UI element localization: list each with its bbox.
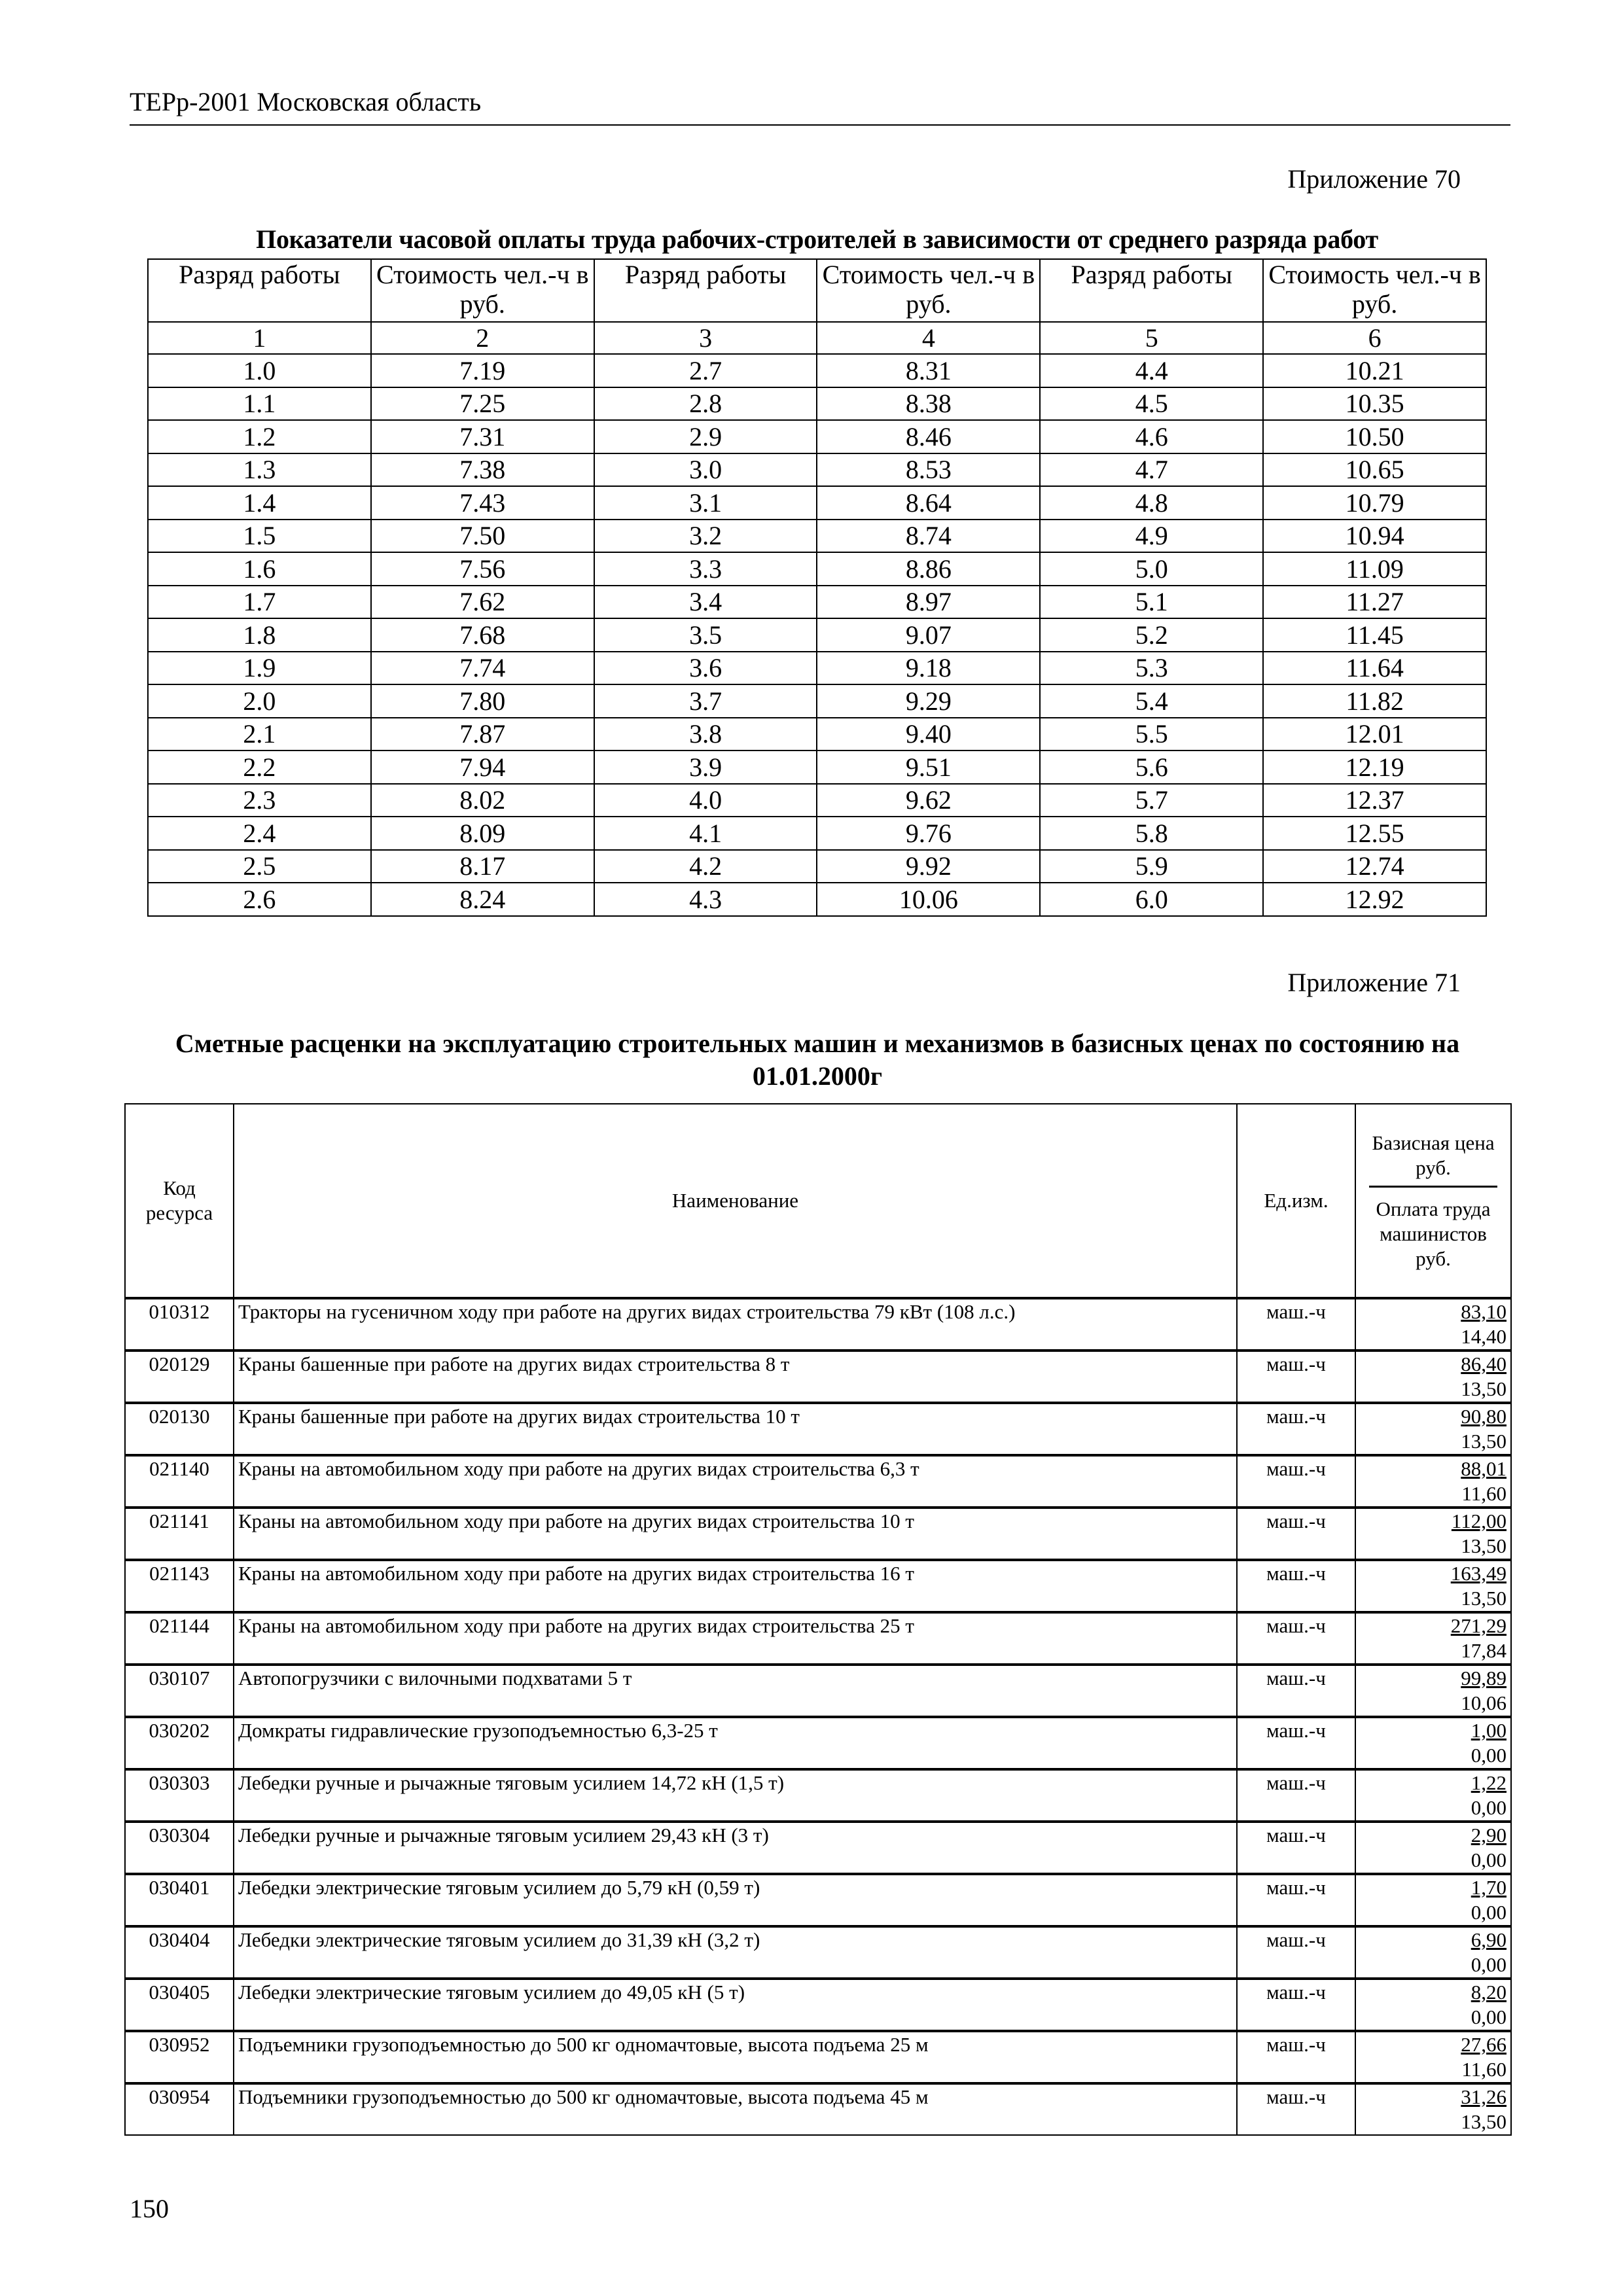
resource-code: 010312 — [125, 1298, 234, 1351]
header-rule — [130, 124, 1510, 126]
grade-cell: 1.6 — [148, 552, 371, 586]
col-header-base-price: Базисная цена руб. — [1369, 1131, 1497, 1188]
col-header-grade: Разряд работы — [1040, 259, 1263, 322]
grade-cell: 5.2 — [1040, 618, 1263, 652]
unit: маш.-ч — [1237, 1298, 1355, 1351]
column-number: 6 — [1263, 322, 1486, 354]
price-cell — [1355, 2031, 1511, 2083]
cost-cell: 8.86 — [817, 552, 1040, 586]
resource-name: Краны на автомобильном ходу при работе на других видах строительства 6,3 т — [234, 1455, 1237, 1508]
col-header-operator-wage: Оплата труда машинистов руб. — [1376, 1197, 1491, 1270]
table-row — [148, 586, 1486, 619]
grade-cell: 3.4 — [594, 586, 817, 619]
cost-cell: 8.17 — [371, 850, 594, 883]
col-header-cost: Стоимость чел.-ч в руб. — [371, 259, 594, 322]
grade-cell: 5.7 — [1040, 784, 1263, 817]
resource-code: 030202 — [125, 1717, 234, 1769]
cost-cell: 9.92 — [817, 850, 1040, 883]
grade-cell: 2.7 — [594, 354, 817, 387]
operator-wage: 0,00 — [1471, 1744, 1507, 1767]
price-cell — [1355, 1612, 1511, 1665]
cost-cell: 10.94 — [1263, 520, 1486, 553]
table-row — [125, 1874, 1511, 1926]
cost-cell: 7.56 — [371, 552, 594, 586]
col-header-price — [1355, 1104, 1511, 1298]
grade-cell: 3.5 — [594, 618, 817, 652]
price-cell — [1355, 1455, 1511, 1508]
resource-code: 030405 — [125, 1979, 234, 2031]
cost-cell: 10.06 — [817, 883, 1040, 916]
grade-cell: 4.3 — [594, 883, 817, 916]
table-row — [125, 1403, 1511, 1455]
table-row — [125, 2031, 1511, 2083]
cost-cell: 9.18 — [817, 652, 1040, 685]
price-cell — [1355, 1874, 1511, 1926]
grade-cell: 4.8 — [1040, 486, 1263, 520]
appendix-70-label: Приложение 70 — [1287, 164, 1461, 194]
cost-cell: 8.46 — [817, 420, 1040, 453]
grade-cell: 5.1 — [1040, 586, 1263, 619]
base-price: 1,22 — [1471, 1771, 1507, 1794]
col-header-grade: Разряд работы — [594, 259, 817, 322]
grade-cell: 1.8 — [148, 618, 371, 652]
table-row — [148, 420, 1486, 453]
base-price: 99,89 — [1461, 1667, 1507, 1689]
operator-wage: 17,84 — [1461, 1639, 1507, 1662]
table-row — [148, 883, 1486, 916]
grade-cell: 1.0 — [148, 354, 371, 387]
cost-cell: 12.92 — [1263, 883, 1486, 916]
cost-cell: 10.50 — [1263, 420, 1486, 453]
cost-cell: 7.31 — [371, 420, 594, 453]
grade-cell: 5.6 — [1040, 751, 1263, 784]
table-row — [148, 552, 1486, 586]
unit: маш.-ч — [1237, 1612, 1355, 1665]
table-row — [148, 453, 1486, 487]
table-row — [148, 486, 1486, 520]
unit: маш.-ч — [1237, 1926, 1355, 1979]
base-price: 88,01 — [1461, 1457, 1507, 1480]
grade-cell: 5.8 — [1040, 817, 1263, 850]
operator-wage: 11,60 — [1461, 1482, 1507, 1505]
price-cell — [1355, 2083, 1511, 2135]
grade-cell: 1.7 — [148, 586, 371, 619]
resource-code: 030952 — [125, 2031, 234, 2083]
table-row — [125, 1665, 1511, 1717]
grade-cell: 3.8 — [594, 718, 817, 751]
table-row — [148, 652, 1486, 685]
cost-cell: 7.62 — [371, 586, 594, 619]
price-cell — [1355, 1926, 1511, 1979]
grade-cell: 4.1 — [594, 817, 817, 850]
operator-wage: 14,40 — [1461, 1325, 1507, 1348]
col-header-cost: Стоимость чел.-ч в руб. — [1263, 259, 1486, 322]
price-cell — [1355, 1717, 1511, 1769]
cost-cell: 7.74 — [371, 652, 594, 685]
grade-cell: 1.3 — [148, 453, 371, 487]
unit: маш.-ч — [1237, 2031, 1355, 2083]
col-header-code — [125, 1104, 234, 1298]
cost-cell: 11.45 — [1263, 618, 1486, 652]
table-row — [148, 751, 1486, 784]
cost-cell: 9.40 — [817, 718, 1040, 751]
resource-name: Лебедки ручные и рычажные тяговым усилием 14,72 кН (1,5 т) — [234, 1769, 1237, 1822]
grade-cell: 3.0 — [594, 453, 817, 487]
grade-cell: 2.4 — [148, 817, 371, 850]
cost-cell: 11.64 — [1263, 652, 1486, 685]
resource-code: 030401 — [125, 1874, 234, 1926]
unit: маш.-ч — [1237, 1717, 1355, 1769]
cost-cell: 10.79 — [1263, 486, 1486, 520]
resource-name: Краны башенные при работе на других видах строительства 8 т — [234, 1351, 1237, 1403]
grade-cell: 2.0 — [148, 684, 371, 718]
resource-name: Тракторы на гусеничном ходу при работе на других видах строительства 79 кВт (108 л.с.) — [234, 1298, 1237, 1351]
cost-cell: 12.55 — [1263, 817, 1486, 850]
cost-cell: 12.01 — [1263, 718, 1486, 751]
base-price: 2,90 — [1471, 1824, 1507, 1846]
grade-cell: 1.5 — [148, 520, 371, 553]
table-row — [148, 684, 1486, 718]
table-row — [125, 1508, 1511, 1560]
grade-cell: 5.4 — [1040, 684, 1263, 718]
operator-wage: 0,00 — [1471, 1796, 1507, 1819]
cost-cell: 11.27 — [1263, 586, 1486, 619]
unit: маш.-ч — [1237, 1874, 1355, 1926]
cost-cell: 12.37 — [1263, 784, 1486, 817]
grade-cell: 5.9 — [1040, 850, 1263, 883]
unit: маш.-ч — [1237, 1822, 1355, 1874]
appendix-71-label: Приложение 71 — [1287, 968, 1461, 997]
grade-cell: 3.2 — [594, 520, 817, 553]
cost-cell: 8.64 — [817, 486, 1040, 520]
cost-cell: 7.80 — [371, 684, 594, 718]
price-cell — [1355, 1403, 1511, 1455]
col-header-name: Наименование — [234, 1104, 1237, 1298]
cost-cell: 9.76 — [817, 817, 1040, 850]
cost-cell: 8.09 — [371, 817, 594, 850]
col-header-cost: Стоимость чел.-ч в руб. — [817, 259, 1040, 322]
base-price: 112,00 — [1451, 1510, 1507, 1532]
price-cell — [1355, 1351, 1511, 1403]
grade-cell: 3.3 — [594, 552, 817, 586]
table-row — [148, 618, 1486, 652]
operator-wage: 13,50 — [1461, 1430, 1507, 1453]
table-row — [125, 2083, 1511, 2135]
grade-cell: 2.3 — [148, 784, 371, 817]
grade-cell: 3.9 — [594, 751, 817, 784]
table-row — [148, 784, 1486, 817]
grade-cell: 5.0 — [1040, 552, 1263, 586]
resource-code: 030404 — [125, 1926, 234, 1979]
cost-cell: 7.68 — [371, 618, 594, 652]
col-header-grade: Разряд работы — [148, 259, 371, 322]
grade-cell: 4.0 — [594, 784, 817, 817]
base-price: 86,40 — [1461, 1352, 1507, 1375]
table-row — [125, 1455, 1511, 1508]
unit: маш.-ч — [1237, 1455, 1355, 1508]
grade-cell: 2.5 — [148, 850, 371, 883]
grade-cell: 4.9 — [1040, 520, 1263, 553]
unit: маш.-ч — [1237, 1403, 1355, 1455]
unit: маш.-ч — [1237, 1979, 1355, 2031]
price-cell — [1355, 1979, 1511, 2031]
resource-name: Подъемники грузоподъемностью до 500 кг одномачтовые, высота подъема 25 м — [234, 2031, 1237, 2083]
grade-cell: 3.1 — [594, 486, 817, 520]
resource-name: Домкраты гидравлические грузоподъемностью 6,3-25 т — [234, 1717, 1237, 1769]
price-cell — [1355, 1298, 1511, 1351]
base-price: 31,26 — [1461, 2085, 1507, 2108]
column-number: 3 — [594, 322, 817, 354]
cost-cell: 9.29 — [817, 684, 1040, 718]
table-row — [148, 354, 1486, 387]
resource-name: Краны на автомобильном ходу при работе на других видах строительства 25 т — [234, 1612, 1237, 1665]
grade-cell: 1.9 — [148, 652, 371, 685]
resource-name: Подъемники грузоподъемностью до 500 кг одномачтовые, высота подъема 45 м — [234, 2083, 1237, 2135]
unit: маш.-ч — [1237, 1769, 1355, 1822]
resource-code: 030954 — [125, 2083, 234, 2135]
price-cell — [1355, 1560, 1511, 1612]
grade-cell: 2.2 — [148, 751, 371, 784]
table-row — [148, 718, 1486, 751]
base-price: 8,20 — [1471, 1981, 1507, 2004]
col-header-code-label: Код ресурса — [145, 1176, 213, 1224]
grade-cell: 4.7 — [1040, 453, 1263, 487]
column-number: 4 — [817, 322, 1040, 354]
column-number: 5 — [1040, 322, 1263, 354]
resource-code: 021144 — [125, 1612, 234, 1665]
cost-cell: 8.74 — [817, 520, 1040, 553]
price-cell — [1355, 1665, 1511, 1717]
operator-wage: 0,00 — [1471, 1848, 1507, 1871]
table-row — [148, 387, 1486, 421]
operator-wage: 0,00 — [1471, 1901, 1507, 1924]
operator-wage: 13,50 — [1461, 2110, 1507, 2133]
cost-cell: 12.19 — [1263, 751, 1486, 784]
cost-cell: 12.74 — [1263, 850, 1486, 883]
grade-cell: 4.5 — [1040, 387, 1263, 421]
resource-name: Краны на автомобильном ходу при работе на других видах строительства 10 т — [234, 1508, 1237, 1560]
price-cell — [1355, 1769, 1511, 1822]
table-row — [125, 1769, 1511, 1822]
cost-cell: 9.51 — [817, 751, 1040, 784]
base-price: 83,10 — [1461, 1300, 1507, 1323]
cost-cell: 7.25 — [371, 387, 594, 421]
col-header-unit: Ед.изм. — [1237, 1104, 1355, 1298]
operator-wage: 10,06 — [1461, 1691, 1507, 1714]
unit: маш.-ч — [1237, 1560, 1355, 1612]
cost-cell: 8.53 — [817, 453, 1040, 487]
cost-cell: 8.38 — [817, 387, 1040, 421]
resource-code: 030107 — [125, 1665, 234, 1717]
base-price: 1,70 — [1471, 1876, 1507, 1899]
table2-title: Сметные расценки на эксплуатацию строительных машин и механизмов в базисных ценах по состоянию на 01.01.2000г — [175, 1029, 1460, 1091]
base-price: 163,49 — [1450, 1562, 1507, 1585]
unit: маш.-ч — [1237, 1665, 1355, 1717]
cost-cell: 7.50 — [371, 520, 594, 553]
table-row — [148, 520, 1486, 553]
cost-cell: 8.24 — [371, 883, 594, 916]
page-number: 150 — [130, 2194, 169, 2223]
base-price: 271,29 — [1450, 1614, 1507, 1637]
table-row — [125, 1560, 1511, 1612]
unit: маш.-ч — [1237, 1508, 1355, 1560]
grade-cell: 6.0 — [1040, 883, 1263, 916]
table-row — [148, 817, 1486, 850]
grade-cell: 2.1 — [148, 718, 371, 751]
resource-name: Лебедки электрические тяговым усилием до 5,79 кН (0,59 т) — [234, 1874, 1237, 1926]
base-price: 1,00 — [1471, 1719, 1507, 1742]
unit: маш.-ч — [1237, 1351, 1355, 1403]
grade-cell: 2.6 — [148, 883, 371, 916]
grade-cell: 2.9 — [594, 420, 817, 453]
operator-wage: 13,50 — [1461, 1534, 1507, 1557]
grade-cell: 3.7 — [594, 684, 817, 718]
resource-code: 020129 — [125, 1351, 234, 1403]
operator-wage: 13,50 — [1461, 1377, 1507, 1400]
base-price: 6,90 — [1471, 1928, 1507, 1951]
operator-wage: 0,00 — [1471, 1953, 1507, 1976]
resource-name: Краны башенные при работе на других видах строительства 10 т — [234, 1403, 1237, 1455]
cost-cell: 9.07 — [817, 618, 1040, 652]
grade-cell: 4.2 — [594, 850, 817, 883]
column-number: 2 — [371, 322, 594, 354]
operator-wage: 0,00 — [1471, 2005, 1507, 2028]
grade-cell: 5.5 — [1040, 718, 1263, 751]
wage-rate-table — [147, 258, 1487, 917]
cost-cell: 7.38 — [371, 453, 594, 487]
machine-rates-table — [124, 1103, 1512, 2136]
price-cell — [1355, 1822, 1511, 1874]
operator-wage: 13,50 — [1461, 1587, 1507, 1610]
price-cell — [1355, 1508, 1511, 1560]
unit: маш.-ч — [1237, 2083, 1355, 2135]
cost-cell: 8.02 — [371, 784, 594, 817]
table-row — [125, 1717, 1511, 1769]
resource-code: 030303 — [125, 1769, 234, 1822]
resource-code: 021141 — [125, 1508, 234, 1560]
cost-cell: 7.19 — [371, 354, 594, 387]
grade-cell: 1.2 — [148, 420, 371, 453]
resource-code: 030304 — [125, 1822, 234, 1874]
grade-cell: 5.3 — [1040, 652, 1263, 685]
cost-cell: 8.31 — [817, 354, 1040, 387]
resource-name: Лебедки ручные и рычажные тяговым усилием 29,43 кН (3 т) — [234, 1822, 1237, 1874]
table-row — [125, 1298, 1511, 1351]
grade-cell: 3.6 — [594, 652, 817, 685]
resource-name: Автопогрузчики с вилочными подхватами 5 т — [234, 1665, 1237, 1717]
resource-code: 021143 — [125, 1560, 234, 1612]
table-row — [148, 850, 1486, 883]
cost-cell: 10.35 — [1263, 387, 1486, 421]
running-header: ТЕРр-2001 Московская область — [130, 87, 482, 116]
table-row — [125, 1612, 1511, 1665]
cost-cell: 11.09 — [1263, 552, 1486, 586]
table1-title: Показатели часовой оплаты труда рабочих-строителей в зависимости от среднего разряда работ — [256, 224, 1378, 254]
grade-cell: 4.6 — [1040, 420, 1263, 453]
base-price: 90,80 — [1461, 1405, 1507, 1428]
cost-cell: 7.43 — [371, 486, 594, 520]
grade-cell: 1.4 — [148, 486, 371, 520]
resource-name: Лебедки электрические тяговым усилием до 31,39 кН (3,2 т) — [234, 1926, 1237, 1979]
resource-code: 020130 — [125, 1403, 234, 1455]
cost-cell: 10.65 — [1263, 453, 1486, 487]
cost-cell: 10.21 — [1263, 354, 1486, 387]
resource-name: Лебедки электрические тяговым усилием до 49,05 кН (5 т) — [234, 1979, 1237, 2031]
table-row — [125, 1351, 1511, 1403]
table-row — [125, 1822, 1511, 1874]
table-row — [125, 1926, 1511, 1979]
cost-cell: 7.94 — [371, 751, 594, 784]
resource-name: Краны на автомобильном ходу при работе на других видах строительства 16 т — [234, 1560, 1237, 1612]
resource-code: 021140 — [125, 1455, 234, 1508]
table-row — [125, 1979, 1511, 2031]
grade-cell: 1.1 — [148, 387, 371, 421]
cost-cell: 9.62 — [817, 784, 1040, 817]
operator-wage: 11,60 — [1461, 2058, 1507, 2081]
grade-cell: 4.4 — [1040, 354, 1263, 387]
column-number: 1 — [148, 322, 371, 354]
grade-cell: 2.8 — [594, 387, 817, 421]
base-price: 27,66 — [1461, 2033, 1507, 2056]
cost-cell: 8.97 — [817, 586, 1040, 619]
cost-cell: 11.82 — [1263, 684, 1486, 718]
cost-cell: 7.87 — [371, 718, 594, 751]
